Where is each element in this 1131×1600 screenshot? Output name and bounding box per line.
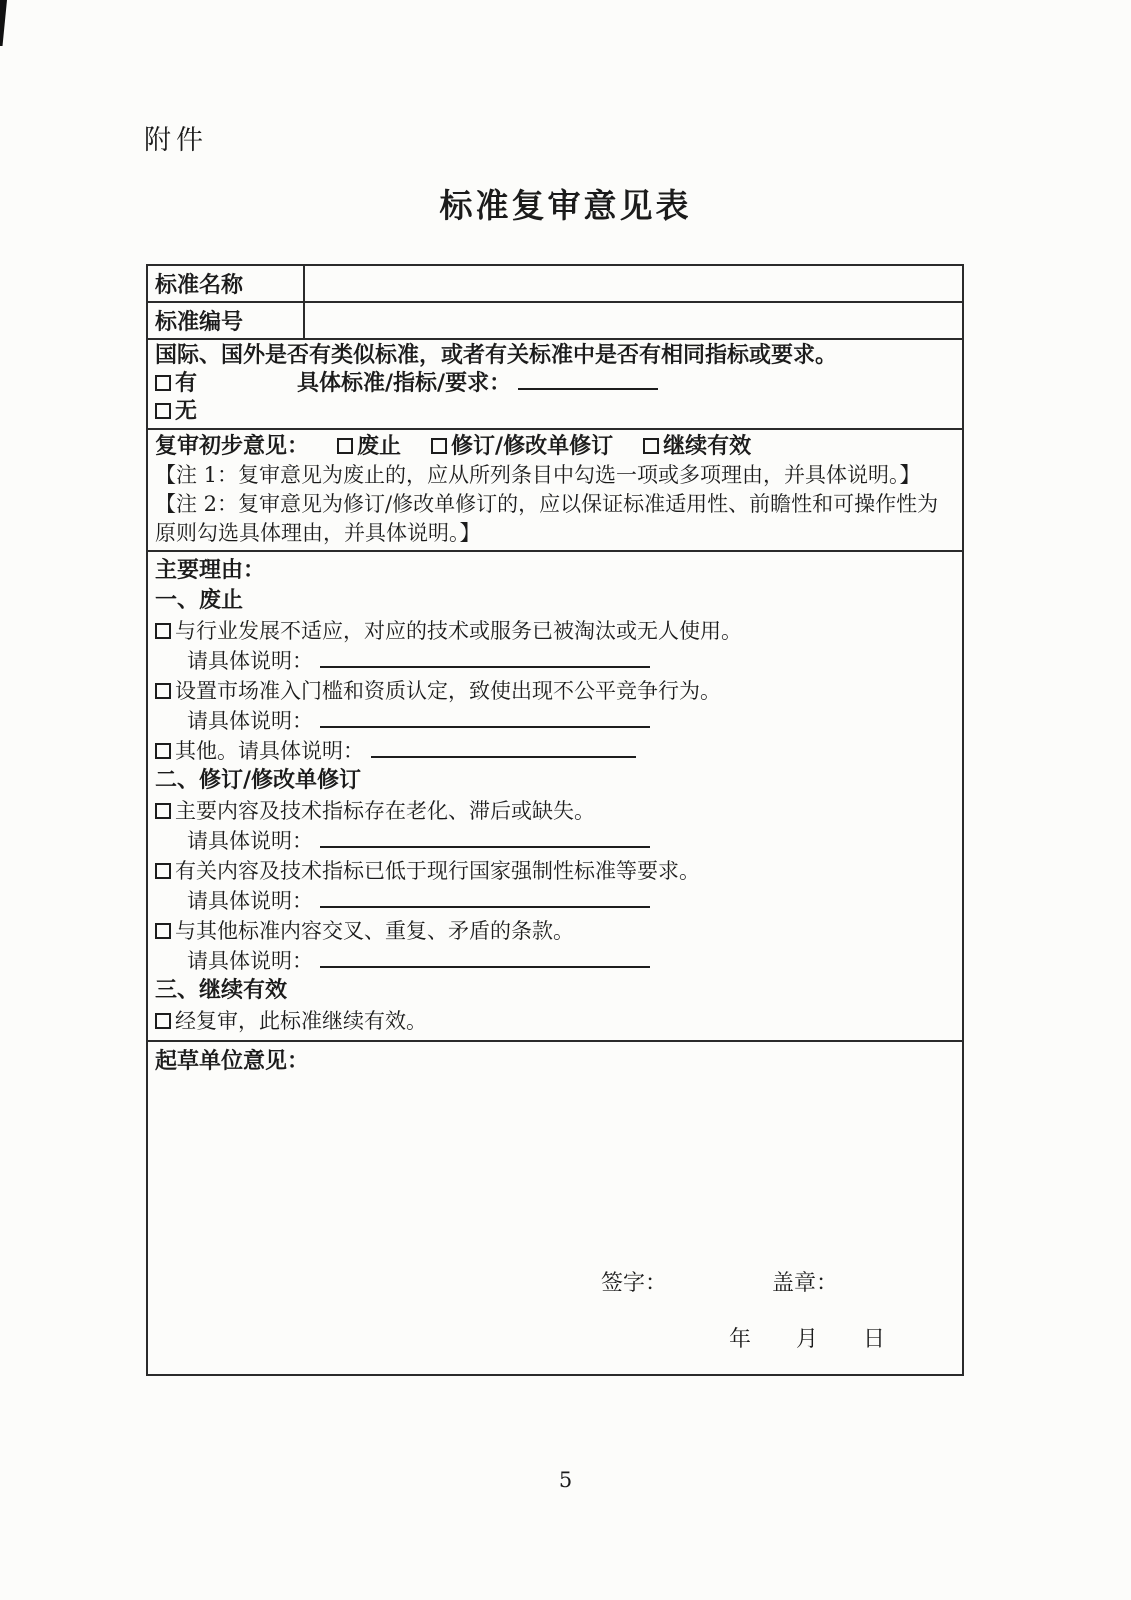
standard-name-label: 标准名称 [147,265,304,302]
checkbox-remain-valid[interactable] [643,438,659,454]
seal-label: 盖章： [772,1271,839,1296]
spec-requirement-label: 具体标准/指标/要求： [297,371,512,396]
option-revise-label: 修订/修改单修订 [451,434,614,459]
detail-label: 请具体说明： [187,829,313,853]
checkbox-continue-valid[interactable] [155,1013,171,1029]
table-row-preliminary-opinion [147,429,963,551]
reason-overlap-conflict: 与其他标准内容交叉、重复、矛盾的条款。 [175,919,574,943]
signature-label: 签字： [601,1271,668,1296]
standard-code-input[interactable] [304,302,963,339]
blank-detail-below-mandatory[interactable] [320,892,650,908]
reason-continue-valid: 经复审，此标准继续有效。 [175,1009,427,1033]
reason-industry-mismatch: 与行业发展不适应，对应的技术或服务已被淘汰或无人使用。 [175,619,742,643]
detail-label: 请具体说明： [187,649,313,673]
checkbox-overlap-conflict[interactable] [155,923,171,939]
table-row-standard-code [147,302,963,339]
checkbox-abolish-other[interactable] [155,743,171,759]
checkbox-industry-mismatch[interactable] [155,623,171,639]
month-label: 月 [796,1327,819,1352]
section-heading-abolish: 一、废止 [155,588,244,613]
checkbox-below-mandatory[interactable] [155,863,171,879]
reason-content-outdated: 主要内容及技术指标存在老化、滞后或缺失。 [175,799,595,823]
review-form-table [146,264,964,1376]
table-row-standard-name [147,265,963,302]
checkbox-has-similar[interactable] [155,375,171,391]
blank-spec-requirement[interactable] [518,374,658,390]
checkbox-revise[interactable] [431,438,447,454]
section-heading-revise: 二、修订/修改单修订 [155,768,362,793]
blank-detail-overlap-conflict[interactable] [320,952,650,968]
section-heading-continue: 三、继续有效 [155,978,288,1003]
table-row-drafting-opinion [147,1041,963,1375]
detail-label: 请具体说明： [187,709,313,733]
checkbox-market-barrier[interactable] [155,683,171,699]
day-label: 日 [863,1327,886,1352]
preliminary-opinion-label: 复审初步意见： [155,434,310,459]
page-title: 标准复审意见表 [439,186,692,225]
year-label: 年 [729,1327,752,1352]
blank-detail-industry-mismatch[interactable] [320,652,650,668]
main-reasons-title: 主要理由： [155,558,266,583]
option-abolish-label: 废止 [357,434,402,459]
blank-detail-market-barrier[interactable] [320,712,650,728]
standard-code-label: 标准编号 [147,302,304,339]
detail-label: 请具体说明： [187,949,313,973]
similar-standards-question: 国际、国外是否有类似标准，或者有关标准中是否有相同指标或要求。 [155,343,838,368]
detail-label: 请具体说明： [187,889,313,913]
has-similar-label: 有 [175,371,198,396]
note-1: 【注 1：复审意见为废止的，应从所列条目中勾选一项或多项理由，并具体说明。】 [155,463,921,487]
option-remain-valid-label: 继续有效 [663,434,752,459]
reason-abolish-other: 其他。请具体说明： [175,739,364,763]
page-number: 5 [558,1468,573,1492]
checkbox-abolish[interactable] [337,438,353,454]
attachment-label: 附件 [144,125,208,156]
blank-detail-content-outdated[interactable] [320,832,650,848]
reason-below-mandatory: 有关内容及技术指标已低于现行国家强制性标准等要求。 [175,859,700,883]
table-row-main-reasons [147,551,963,1041]
checkbox-no-similar[interactable] [155,403,171,419]
blank-detail-abolish-other[interactable] [371,742,636,758]
scan-artifact-mark [0,0,10,46]
reason-market-barrier: 设置市场准入门槛和资质认定，致使出现不公平竞争行为。 [175,679,721,703]
table-row-similar-standards [147,339,963,429]
no-similar-label: 无 [175,399,198,424]
checkbox-content-outdated[interactable] [155,803,171,819]
drafting-opinion-label: 起草单位意见： [155,1049,310,1074]
standard-name-input[interactable] [304,265,963,302]
drafting-opinion-area[interactable] [147,1041,963,1375]
note-2: 【注 2：复审意见为修订/修改单修订的，应以保证标准适用性、前瞻性和可操作性为原则勾选具体理由，并具体说明。】 [155,492,939,545]
